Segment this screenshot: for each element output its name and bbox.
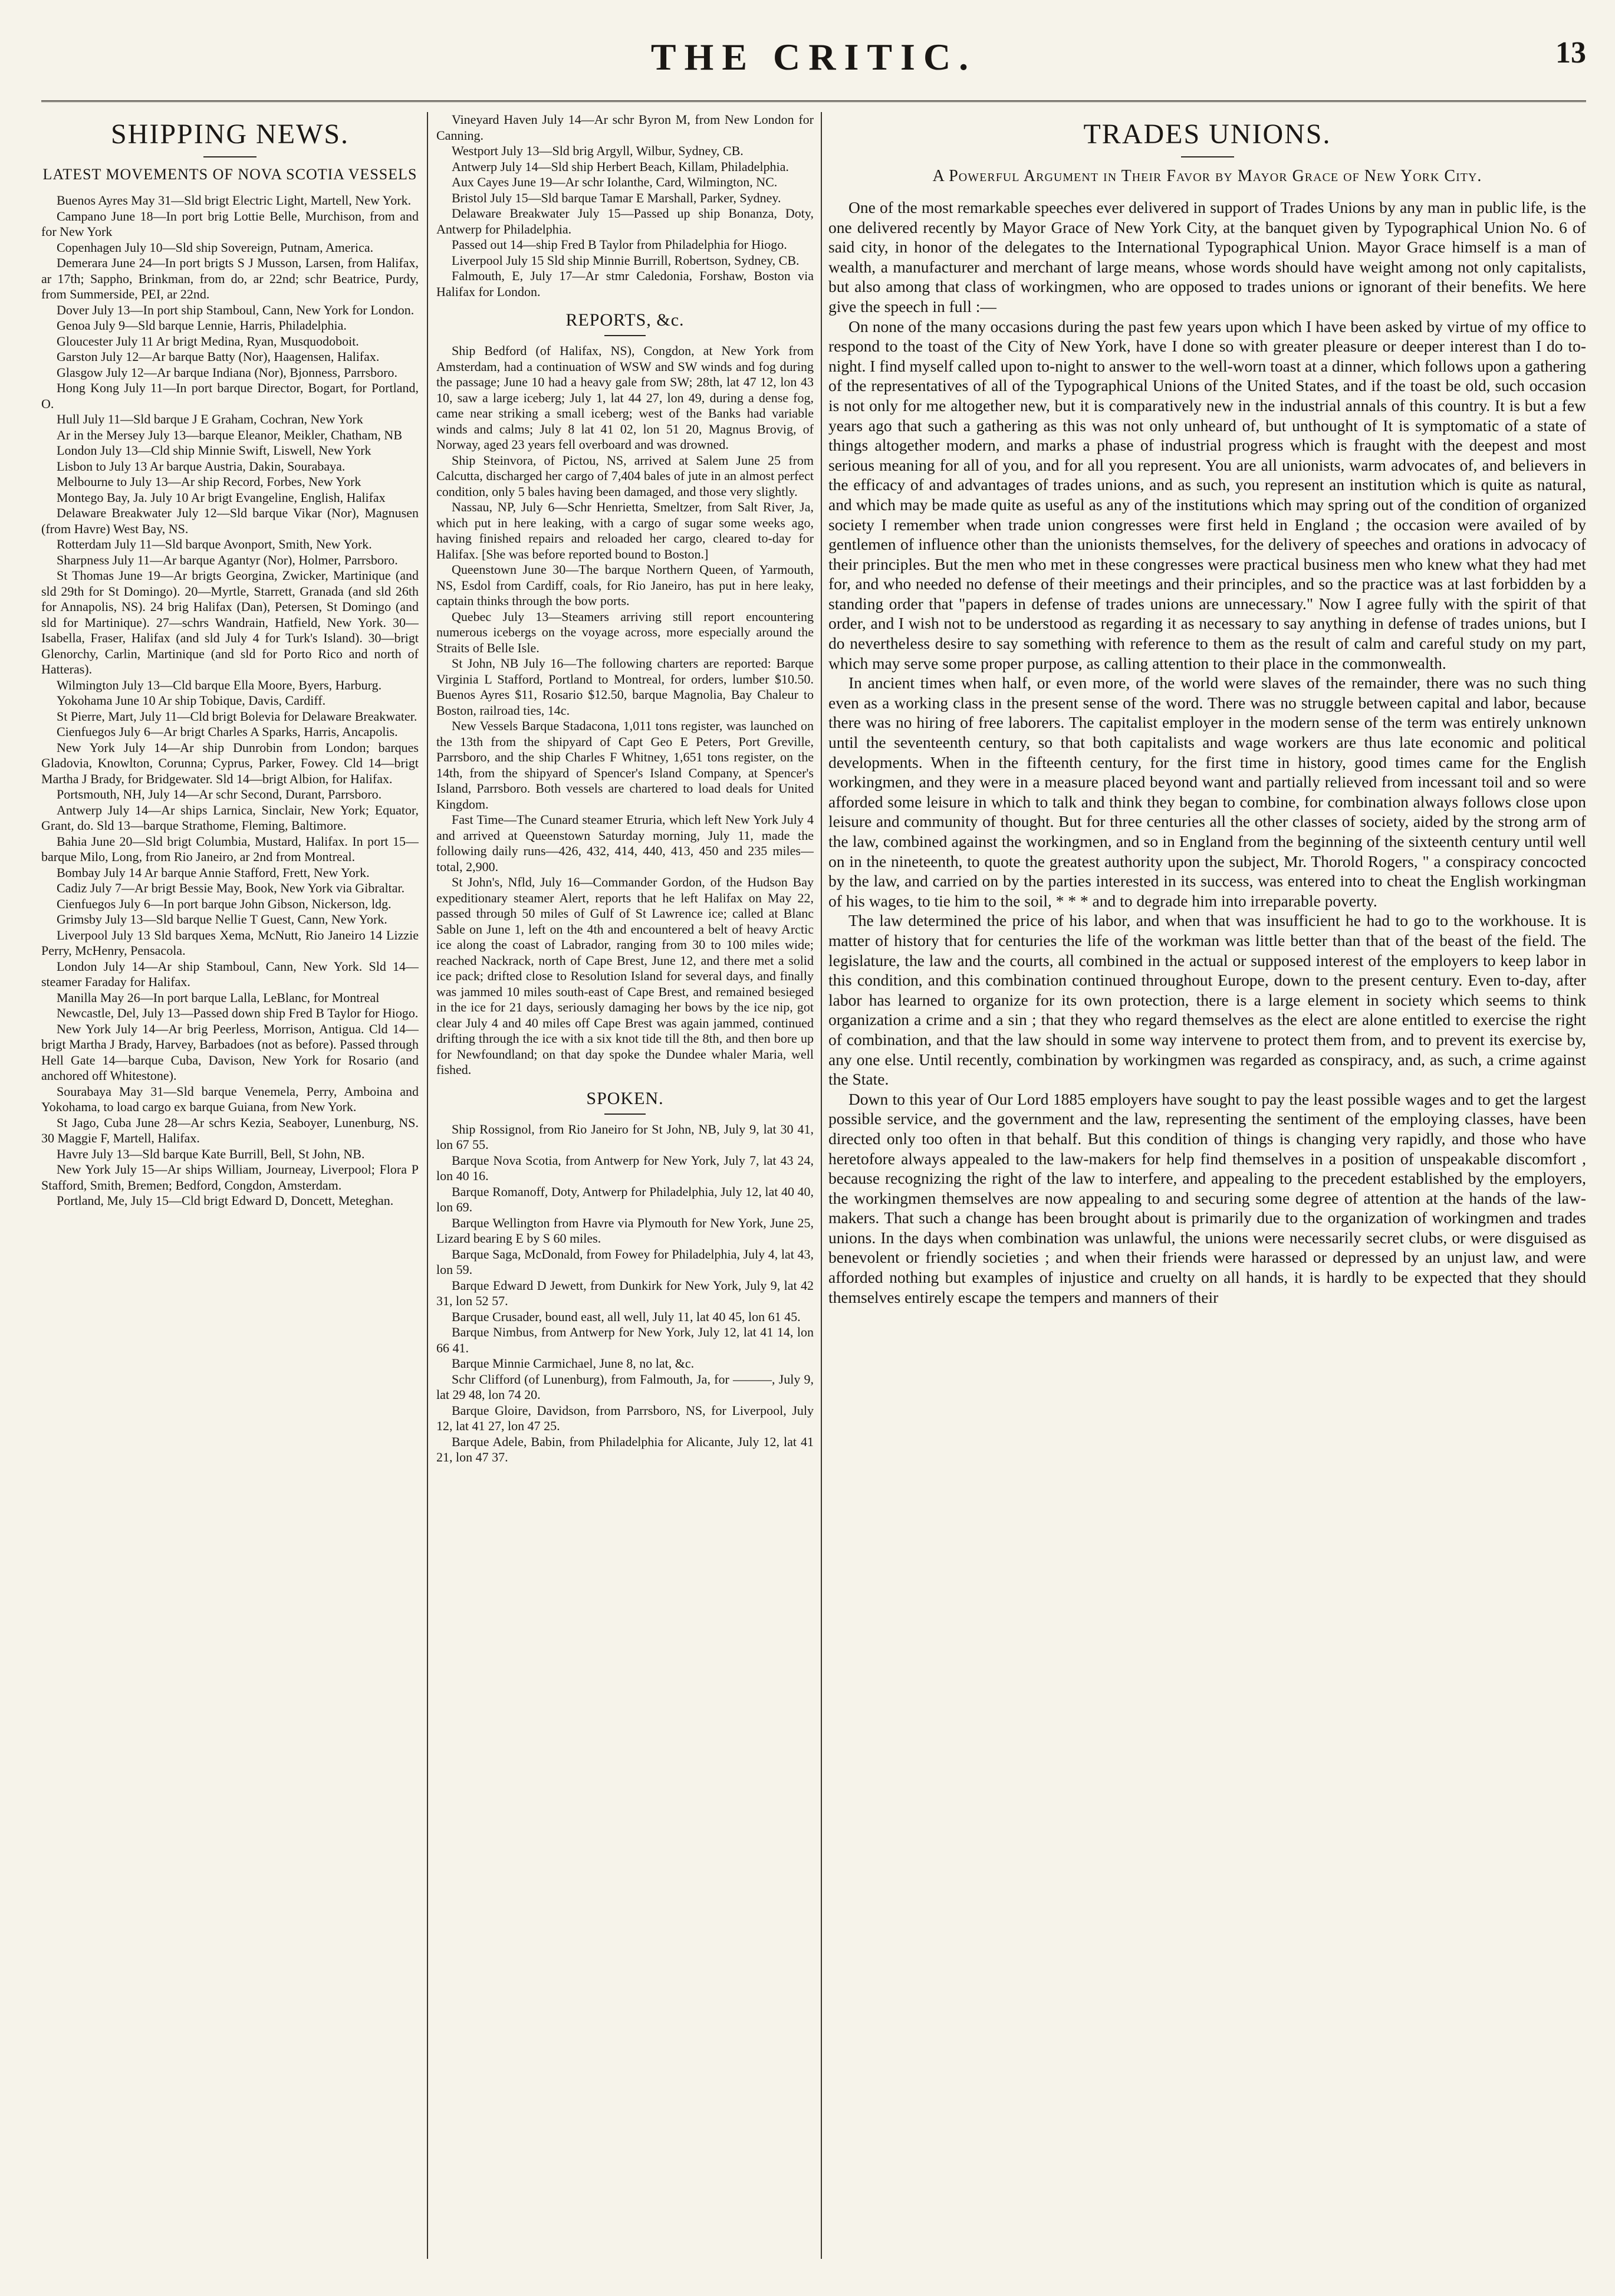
shipping-item: St Thomas June 19—Ar brigts Georgina, Zwicker, Martinique (and sld 29th for St Domingo). 20—Myrtle, Starrett, Granada (and sld 26th for Annapolis, NS). 24 brig Halifax (Dan), Petersen, St Domingo (and sld for Martinique). 27—schrs Wandrain, Hatfield, New York. 30—Isabella, Fraser, Halifax (and sld July 4 for Turk's Island). 30—brigt Glenorchy, Carlin, Martinique (and sld for Porto Rico and north of Hatteras). bbox=[41, 568, 419, 676]
shipping-item: New York July 14—Ar ship Dunrobin from London; barques Gladovia, Knowlton, Corunna; Cyprus, Parker, Fowey. Cld 14—brigt Martha J Brady, for Bridgewater. Sld 14—brigt Albion, for Halifax. bbox=[41, 740, 419, 786]
shipping-item: London July 13—Cld ship Minnie Swift, Liswell, New York bbox=[57, 443, 371, 458]
shipping-item: Hull July 11—Sld barque J E Graham, Cochran, New York bbox=[57, 412, 363, 426]
shipping-item: Gloucester July 11 Ar brigt Medina, Ryan, Musquodoboit. bbox=[57, 333, 359, 349]
shipping-item: Sharpness July 11—Ar barque Agantyr (Nor), Holmer, Parrsboro. bbox=[57, 552, 398, 567]
spoken-item: Barque Gloire, Davidson, from Parrsboro, NS, for Liverpool, July 12, lat 41 27, lon 47 25. bbox=[436, 1402, 814, 1433]
heading-rule bbox=[1181, 156, 1234, 157]
shipping-item: Montego Bay, Ja. July 10 Ar brigt Evangeline, English, Halifax bbox=[57, 490, 386, 505]
shipping-item: Portsmouth, NH, July 14—Ar schr Second, Durant, Parrsboro. bbox=[57, 787, 382, 802]
subheading-latest-movements: LATEST MOVEMENTS OF NOVA SCOTIA VESSELS bbox=[42, 166, 417, 183]
shipping-item: Genoa July 9—Sld barque Lennie, Harris, Philadelphia. bbox=[57, 318, 347, 333]
shipping-item: Grimsby July 13—Sld barque Nellie T Guest, Cann, New York. bbox=[57, 912, 387, 927]
shipping-item: Hong Kong July 11—In port barque Director, Bogart, for Portland, O. bbox=[41, 380, 419, 411]
spoken-item: Barque Adele, Babin, from Philadelphia for Alicante, July 12, lat 41 21, lon 47 37. bbox=[436, 1434, 814, 1464]
article-subheading: A Powerful Argument in Their Favor by Mayor Grace of New York City. bbox=[932, 167, 1482, 185]
shipping-item: Sourabaya May 31—Sld barque Venemela, Perry, Amboina and Yokohama, to load cargo ex barque Guiana, from New York. bbox=[41, 1083, 419, 1114]
shipping-item: Havre July 13—Sld barque Kate Burrill, Bell, St John, NB. bbox=[57, 1146, 365, 1161]
column-rule bbox=[427, 112, 428, 2259]
section-heading-trades-unions: TRADES UNIONS. bbox=[1083, 119, 1331, 150]
shipping-item: Cadiz July 7—Ar brigt Bessie May, Book, New York via Gibraltar. bbox=[57, 881, 405, 895]
column-shipping-continued bbox=[436, 112, 814, 2259]
report-item: Quebec July 13—Steamers arriving still report encountering numerous icebergs on the voyage across, more especially around the Straits of Belle Isle. bbox=[436, 609, 814, 655]
shipping-item: Delaware Breakwater July 12—Sld barque Vikar (Nor), Magnusen (from Havre) West Bay, NS. bbox=[41, 505, 419, 536]
section-heading-spoken: SPOKEN. bbox=[586, 1088, 664, 1108]
shipping-items-list bbox=[436, 112, 814, 300]
report-item: New Vessels Barque Stadacona, 1,011 tons register, was launched on the 13th from the shipyard of Capt Geo E Peters, Port Greville, Parrsboro, and the ship Charles F Whitney, 1,651 tons register, on the 14th, from the shipyard of Spencer's Island Company, at Spencer's Island, Parrsboro. Both vessels are chartered to load deals for United Kingdom. bbox=[436, 718, 814, 812]
shipping-item: Antwerp July 14—Sld ship Herbert Beach, Killam, Philadelphia. bbox=[452, 159, 789, 174]
shipping-item: Campano June 18—In port brig Lottie Belle, Murchison, from and for New York bbox=[41, 208, 419, 239]
spoken-item: Barque Romanoff, Doty, Antwerp for Philadelphia, July 12, lat 40 40, lon 69. bbox=[436, 1184, 814, 1214]
article-paragraph: In ancient times when half, or even more, of the world were slaves of the remainder, there was no such thing even as a working class in the present sense of the word. There was no struggle between capital and labor, because there was no hiring of free laborers. The capitalist employer in the modern sense of the term was entirely unknown until the seventeenth century, so that both capitalists and wage workers are thus late economic and political developments. When in the fifteenth century, for the first time in history, good times came for the English workingmen, and they were in a measure placed beyond want and partially relieved from incessant toil and so were afforded some leisure in which to talk and think they began to combine, for combination always follows close upon leisure and community of thought. But for three centuries all the other classes of society, aided by the strong arm of the law, combined against the workingmen, and so in England from the beginning of the sixteenth century until well on in the nineteenth, to quote the greatest authority upon the subject, Mr. Thorold Rogers, " a conspiracy concocted by the law, and carried on by the parties interested in its success, was entered into to cheat the English workingman of his wages, to tie him to the soil, * * * and to degrade him into irreparable poverty. bbox=[828, 674, 1586, 910]
shipping-item: Westport July 13—Sld brig Argyll, Wilbur, Sydney, CB. bbox=[452, 143, 744, 158]
shipping-item: Bahia June 20—Sld brigt Columbia, Mustard, Halifax. In port 15—barque Milo, Long, from Rio Janeiro, ar 2nd from Montreal. bbox=[41, 833, 419, 864]
article-paragraph: The law determined the price of his labor, and when that was insufficient he had to go to the workhouse. It is matter of history that for centuries the life of the workman was little better than that of the beast of the field. The legislature, the law and the courts, all combined in the actual or supposed interest of the employers to keep labor in this condition, and this combination continued throughout Europe, down to the present century. Even to-day, after labor has learned to organize for its own protection, there is a large element in society which seems to think organization a crime and a sin ; that they who regard themselves as the elect are alone entitled to exercise the right of combination, and that the law should in some way intervene to protect them from, and to prevent its exercise by, any one else. Until recently, combination by workingmen was regarded as conspiracy, and, as such, a crime against the State. bbox=[828, 911, 1586, 1089]
spoken-item: Barque Crusader, bound east, all well, July 11, lat 40 45, lon 61 45. bbox=[452, 1309, 801, 1324]
shipping-item: Antwerp July 14—Ar ships Larnica, Sinclair, New York; Equator, Grant, do. Sld 13—barque Strathome, Fleming, Baltimore. bbox=[41, 802, 419, 833]
shipping-item: Wilmington July 13—Cld barque Ella Moore, Byers, Harburg. bbox=[57, 677, 382, 692]
heading-rule bbox=[604, 1113, 646, 1115]
shipping-item: Cienfuegos July 6—Ar brigt Charles A Sparks, Harris, Ancapolis. bbox=[57, 724, 398, 739]
report-item: St John, NB July 16—The following charters are reported: Barque Virginia L Stafford, Portland to Montreal, for orders, lumber $10.50. Buenos Ayres $11, Rosario $12.50, barque Magnolia, Bay Chaleur to Boston, railroad ties, 14c. bbox=[436, 656, 814, 718]
shipping-item: St Jago, Cuba June 28—Ar schrs Kezia, Seaboyer, Lunenburg, NS. 30 Maggie F, Martell, Halifax. bbox=[41, 1115, 419, 1145]
column-trades-unions bbox=[828, 112, 1586, 2259]
shipping-item: Melbourne to July 13—Ar ship Record, Forbes, New York bbox=[57, 474, 361, 489]
shipping-item: Ar in the Mersey July 13—barque Eleanor, Meikler, Chatham, NB bbox=[57, 427, 402, 442]
section-heading-reports: REPORTS, &c. bbox=[565, 310, 685, 330]
page-header bbox=[41, 35, 1586, 102]
shipping-item: Demerara June 24—In port brigts S J Musson, Larsen, from Halifax, ar 17th; Sappho, Brinkman, from do, ar 22nd; schr Beatrice, Purdy, from Summerside, PEI, ar 22nd. bbox=[41, 255, 419, 301]
report-item: Queenstown June 30—The barque Northern Queen, of Yarmouth, NS, Esdol from Cardiff, coals, for Rio Janeiro, has put in here leaky, captain thinks through the bow ports. bbox=[436, 562, 814, 608]
report-item: St John's, Nfld, July 16—Commander Gordon, of the Hudson Bay expeditionary steamer Alert, reports that he left Halifax on May 22, passed through 50 miles of Gulf of St Lawrence ice; called at Blanc Sable on June 1, left on the 4th and encountered a belt of heavy Arctic ice along the coast of Labrador, ranging from 30 to 100 miles wide; reached Nackrack, north of Cape Brest, June 12, and there met a solid ice pack; drifted close to Resolution Island for several days, and finally was jammed 10 miles south-east of Cape Brest, and remained besieged in the ice for 21 days, seriously damaging her bows by the ice nip, got clear July 4 and 40 miles off Cape Brest was again jammed, continued drifting through the ice with a six knot tide till the 8th, and then bore up for Newfoundland; on that day spoke the Dundee whaler Maria, well fished. bbox=[436, 875, 814, 1077]
article-body bbox=[828, 198, 1586, 1307]
spoken-item: Barque Nova Scotia, from Antwerp for New York, July 7, lat 43 24, lon 40 16. bbox=[436, 1152, 814, 1183]
heading-rule bbox=[604, 335, 646, 336]
shipping-item: New York July 15—Ar ships William, Journeay, Liverpool; Flora P Stafford, Smith, Bremen; Bedford, Congdon, Amsterdam. bbox=[41, 1162, 419, 1193]
report-item: Ship Bedford (of Halifax, NS), Congdon, at New York from Amsterdam, had a continuation of WSW and SW winds and fog during the passage; June 10 had a heavy gale from SW; 28th, lat 47 12, lon 43 10, saw a large iceberg; July 1, lat 44 27, lon 49, during a dense fog, came near striking a small iceberg; west of the Banks had variable winds and calms; July 8 lat 41 02, lon 51 20, Magnus Brovig, of Norway, aged 23 years fell overboard and was drowned. bbox=[436, 343, 814, 452]
spoken-item: Barque Nimbus, from Antwerp for New York, July 12, lat 41 14, lon 66 41. bbox=[436, 1325, 814, 1355]
shipping-item: Aux Cayes June 19—Ar schr Iolanthe, Card, Wilmington, NC. bbox=[452, 175, 778, 189]
masthead: THE CRITIC. bbox=[650, 36, 977, 78]
shipping-item: Manilla May 26—In port barque Lalla, LeBlanc, for Montreal bbox=[57, 990, 380, 1005]
article-paragraph: On none of the many occasions during the past few years upon which I have been asked by virtue of my office to respond to the toast of the City of New York, have I done so with greater pleasure or deeper interest than I do to-night. I find myself called upon to-night to answer to the well-worn toast at a dinner, which follows upon a gathering of the representatives of all of the Typographical Unions of the United States, and if the toast be old, such occasion is not only for me altogether new, but it is comparatively new in the industrial annals of this country. It is but a few years ago that such a gathering as this was not only unheard of, but unthought of It is symptomatic of a state of things altogether modern, and marks a phase of industrial progress which is fraught with the deepest and most serious meaning for all of you, and for all you represent. You are all unionists, warm advocates of, and believers in the efficacy of and advantages of trades unions, and as such, you represent an institution which is quite as natural, and which may be made quite as useful as any of the institutions which may spring out of the condition of organized society I remember when trade union congresses were first held in England ; the occasion were availed of by gentlemen of influence other than the unionists themselves, for the delivery of speeches and orations in advocacy of their principles. But the men who met in these congresses were practical business men who knew what they had met for, and who needed no defense of their meetings and their principles, and so the practice was at last forbidden by a standing order that "papers in defense of trades unions are unnecessary." Now I agree fully with the spirit of that order, and I wish not to be understood as regarding it as necessary to say anything in defense of trades unions, but I do nevertheless desire to say something with reference to them as the result of calm and careful study on my part, which may serve some proper purpose, as calling attention to their place in the commonwealth. bbox=[828, 317, 1586, 672]
shipping-item: Lisbon to July 13 Ar barque Austria, Dakin, Sourabaya. bbox=[57, 458, 346, 474]
shipping-item: Dover July 13—In port ship Stamboul, Cann, New York for London. bbox=[57, 302, 415, 317]
shipping-item: Buenos Ayres May 31—Sld brigt Electric Light, Martell, New York. bbox=[57, 193, 412, 208]
report-item: Nassau, NP, July 6—Schr Henrietta, Smeltzer, from Salt River, Ja, which put in here leaking, with a cargo of sugar some weeks ago, having finished repairs and reloaded her cargo, cleared to-day for Halifax. [She was before reported bound to Boston.] bbox=[436, 500, 814, 561]
shipping-item: Passed out 14—ship Fred B Taylor from Philadelphia for Hiogo. bbox=[452, 237, 787, 252]
section-heading-shipping-news: SHIPPING NEWS. bbox=[110, 119, 350, 150]
article-paragraph: One of the most remarkable speeches ever delivered in support of Trades Unions by any man in public life, is the one delivered recently by Mayor Grace of New York City, at the banquet given by Typographical Union No. 6 of said city, in honor of the delegates to the International Typographical Union. Mayor Grace himself is a man of wealth, a manufacturer and merchant of large means, whose words should have weight among not only capitalists, but also among that class of workingmen, who are opposed to trades unions or ignorant of their benefits. We here give the speech in full :— bbox=[828, 198, 1586, 316]
column-shipping-news bbox=[41, 112, 419, 2259]
shipping-item: Vineyard Haven July 14—Ar schr Byron M, from New London for Canning. bbox=[436, 112, 814, 143]
page-number: 13 bbox=[1555, 36, 1586, 70]
shipping-item: Bombay July 14 Ar barque Annie Stafford, Frett, New York. bbox=[57, 865, 370, 880]
spoken-item: Barque Edward D Jewett, from Dunkirk for New York, July 9, lat 42 31, lon 52 57. bbox=[436, 1277, 814, 1308]
spoken-item: Barque Wellington from Havre via Plymouth for New York, June 25, Lizard bearing E by S 60 miles. bbox=[436, 1215, 814, 1246]
shipping-item: Liverpool July 15 Sld ship Minnie Burrill, Robertson, Sydney, CB. bbox=[452, 252, 800, 268]
shipping-item: Cienfuegos July 6—In port barque John Gibson, Nickerson, ldg. bbox=[57, 896, 392, 911]
report-item: Fast Time—The Cunard steamer Etruria, which left New York July 4 and arrived at Queenstown Saturday morning, July 11, made the following daily runs—426, 432, 414, 440, 413, 450 and 235 miles—total, 2,900. bbox=[436, 812, 814, 874]
shipping-item: Delaware Breakwater July 15—Passed up ship Bonanza, Doty, Antwerp for Philadelphia. bbox=[436, 206, 814, 237]
shipping-item: Falmouth, E, July 17—Ar stmr Caledonia, Forshaw, Boston via Halifax for London. bbox=[436, 268, 814, 299]
shipping-item: Garston July 12—Ar barque Batty (Nor), Haagensen, Halifax. bbox=[57, 349, 380, 364]
spoken-item: Ship Rossignol, from Rio Janeiro for St John, NB, July 9, lat 30 41, lon 67 55. bbox=[436, 1121, 814, 1152]
shipping-item: Rotterdam July 11—Sld barque Avonport, Smith, New York. bbox=[57, 537, 372, 551]
shipping-item: Copenhagen July 10—Sld ship Sovereign, Putnam, America. bbox=[57, 239, 374, 255]
shipping-item: London July 14—Ar ship Stamboul, Cann, New York. Sld 14—steamer Faraday for Halifax. bbox=[41, 958, 419, 989]
spoken-item: Schr Clifford (of Lunenburg), from Falmouth, Ja, for ———, July 9, lat 29 48, lon 74 20. bbox=[436, 1371, 814, 1402]
shipping-item: Glasgow July 12—Ar barque Indiana (Nor), Bjonness, Parrsboro. bbox=[57, 364, 398, 380]
article-paragraph: Down to this year of Our Lord 1885 employers have sought to pay the least possible wages and to get the largest possible service, and the government and the law, representing the sentiment of the employing classes, have been directed only too often in that behalf. But this condition of things is changing very rapidly, and those who have heretofore always appealed to the law-makers for help find themselves in a position of unspeakable discomfort , because recognizing the right of the law to interfere, and appealing to the precedent established by the employers, the workingmen themselves are now appealing to and securing some degree of attention at the hands of the law-makers. That such a change has been brought about is primarily due to the organization of workingmen and trades unions. In the days when combination was unlawful, the unions were necessarily secret clubs, or were disguised as benevolent or friendly societies ; and when their friends were harassed or depressed by an unjust law, and were afforded nothing but examples of injustice and cruelty on all hands, it is hardly to be expected that they should themselves entirely escape the tempers and manners of their bbox=[828, 1089, 1586, 1306]
report-item: Ship Steinvora, of Pictou, NS, arrived at Salem June 25 from Calcutta, discharged her cargo of 7,404 bales of jute in an almost perfect condition, only 5 bales having been damaged, and those very slightly. bbox=[436, 452, 814, 499]
shipping-item: Yokohama June 10 Ar ship Tobique, Davis, Cardiff. bbox=[57, 693, 326, 708]
spoken-item: Barque Saga, McDonald, from Fowey for Philadelphia, July 4, lat 43, lon 59. bbox=[436, 1246, 814, 1277]
heading-rule bbox=[203, 156, 256, 157]
shipping-item: Liverpool July 13 Sld barques Xema, McNutt, Rio Janeiro 14 Lizzie Perry, McHenry, Pensacola. bbox=[41, 927, 419, 958]
shipping-item: New York July 14—Ar brig Peerless, Morrison, Antigua. Cld 14—brigt Martha J Brady, Harvey, Barbadoes (not as before). Passed through Hell Gate 14—barque Cuba, Davison, New York for Rosario (and anchored off Whitestone). bbox=[41, 1021, 419, 1083]
spoken-item: Barque Minnie Carmichael, June 8, no lat, &c. bbox=[452, 1356, 695, 1371]
shipping-item: Bristol July 15—Sld barque Tamar E Marshall, Parker, Sydney. bbox=[452, 190, 781, 205]
column-rule bbox=[821, 112, 822, 2259]
shipping-items-list bbox=[41, 193, 419, 1209]
shipping-item: Portland, Me, July 15—Cld brigt Edward D, Doncett, Meteghan. bbox=[57, 1193, 394, 1208]
shipping-item: Newcastle, Del, July 13—Passed down ship Fred B Taylor for Hiogo. bbox=[57, 1006, 419, 1020]
shipping-item: St Pierre, Mart, July 11—Cld brigt Bolevia for Delaware Breakwater. bbox=[57, 708, 417, 724]
spoken-list bbox=[436, 1122, 814, 1466]
reports-list bbox=[436, 343, 814, 1078]
